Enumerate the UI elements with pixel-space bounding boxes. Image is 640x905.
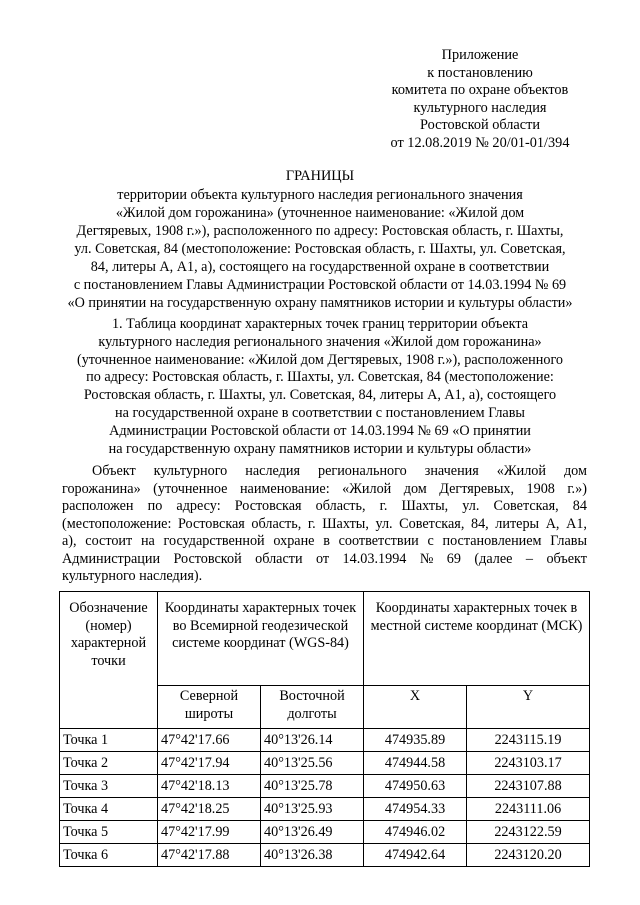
header-longitude: Восточной долготы (261, 686, 364, 729)
appendix-line: от 12.08.2019 № 20/01-01/394 (390, 134, 570, 151)
document-title (40, 167, 600, 312)
cell-x: 474946.02 (364, 821, 467, 844)
cell-point: Точка 1 (60, 729, 158, 752)
paragraph-word: по (147, 498, 163, 514)
header-msk: Координаты характерных точек в местной системе координат (МСК) (364, 592, 590, 686)
paragraph-word: культурного (153, 463, 228, 479)
paragraph-word: Советская, (493, 498, 559, 514)
paragraph-word: 84 (572, 498, 587, 514)
header-latitude: Северной широты (158, 686, 261, 729)
paragraph-word: – (525, 550, 533, 567)
table-row (60, 729, 590, 752)
cell-point: Точка 2 (60, 752, 158, 775)
appendix-line: культурного наследия (413, 99, 547, 116)
table-row (60, 821, 590, 844)
title-line: «Жилой дом горожанина» (уточненное наименование: «Жилой дом (115, 205, 525, 221)
paragraph-word: дом (563, 463, 587, 479)
paragraph-line (62, 481, 587, 499)
cell-y: 2243115.19 (467, 729, 590, 752)
cell-longitude: 40°13'25.93 (261, 798, 364, 821)
paragraph-word: государственной (163, 533, 265, 549)
table-caption (50, 316, 590, 458)
paragraph-line (62, 533, 587, 551)
cell-y: 2243111.06 (467, 798, 590, 821)
paragraph-word: А, (545, 515, 560, 532)
cell-longitude: 40°13'25.56 (261, 752, 364, 775)
cell-longitude: 40°13'26.14 (261, 729, 364, 752)
paragraph-word: «Жилой (496, 463, 546, 479)
title-line: 84, литеры А, А1, а), состоящего на государственной охране в соответствии (90, 259, 550, 275)
paragraph-word: 69 (446, 550, 461, 567)
cell-x: 474954.33 (364, 798, 467, 821)
cell-y: 2243122.59 (467, 821, 590, 844)
paragraph-word: в (323, 533, 330, 549)
caption-line: на государственную охрану памятников истории и культуры области» (108, 440, 532, 457)
paragraph-word: Ростовская (234, 498, 302, 514)
cell-latitude: 47°42'18.25 (158, 798, 261, 821)
paragraph-word: г. (379, 498, 388, 514)
paragraph-word: постановлением (442, 533, 542, 549)
paragraph-line: культурного наследия). (62, 568, 203, 584)
paragraph-line (62, 551, 587, 569)
title-line: территории объекта культурного наследия регионального значения (117, 187, 523, 203)
cell-latitude: 47°42'17.88 (158, 844, 261, 867)
paragraph-word: Объект (92, 463, 136, 479)
paragraph-word: (местоположение: (62, 515, 172, 532)
paragraph-word: а), (62, 533, 77, 549)
paragraph-word: область, (251, 515, 302, 532)
paragraph-word: область, (315, 498, 366, 514)
cell-x: 474944.58 (364, 752, 467, 775)
appendix-line: комитета по охране объектов (391, 82, 569, 98)
coordinates-table (59, 591, 590, 867)
paragraph-word: от (315, 550, 330, 567)
paragraph-line (62, 463, 587, 481)
paragraph-word: Ростовской (173, 550, 242, 567)
caption-line: на государственной охране в соответствии с постановлением Главы (115, 404, 525, 421)
paragraph-word: г. (307, 515, 316, 532)
paragraph-word: литеры (495, 515, 540, 532)
paragraph-line (62, 498, 587, 516)
paragraph-line (62, 516, 587, 534)
caption-line: Ростовская область, г. Шахты, ул. Советская, 84, литеры А, А1, а), состоящего (83, 387, 557, 404)
paragraph-word: состоит (85, 533, 133, 549)
header-x: X (364, 686, 467, 729)
table-row (60, 752, 590, 775)
paragraph-word: 84, (470, 515, 489, 532)
table-row (60, 775, 590, 798)
appendix-line: Приложение (441, 47, 519, 63)
cell-latitude: 47°42'17.94 (158, 752, 261, 775)
cell-latitude: 47°42'17.99 (158, 821, 261, 844)
paragraph-word: дом (403, 480, 427, 497)
cell-y: 2243107.88 (467, 775, 590, 798)
cell-point: Точка 3 (60, 775, 158, 798)
cell-x: 474950.63 (364, 775, 467, 798)
title-line: «О принятии на государственную охрану памятников истории и культуры области» (67, 295, 573, 311)
paragraph-word: с (427, 533, 434, 549)
paragraph-word: значения (424, 463, 479, 479)
table-row (60, 798, 590, 821)
cell-y: 2243120.20 (467, 844, 590, 867)
paragraph-word: на (140, 533, 155, 549)
header-wgs84: Координаты характерных точек во Всемирной геодезической системе координат (WGS-84) (158, 592, 364, 686)
paragraph-word: регионального (318, 463, 407, 479)
cell-point: Точка 5 (60, 821, 158, 844)
paragraph-word: № (419, 550, 434, 567)
paragraph-word: Администрации (62, 550, 161, 567)
caption-line: Администрации Ростовской области от 14.03.1994 № 69 «О принятии (109, 422, 531, 439)
paragraph-word: 14.03.1994 (342, 550, 407, 567)
paragraph-word: Дегтяревых, (439, 480, 515, 497)
title-line: с постановлением Главы Администрации Ростовской области от 14.03.1994 № 69 (73, 277, 567, 293)
cell-y: 2243103.17 (467, 752, 590, 775)
cell-longitude: 40°13'25.78 (261, 775, 364, 798)
caption-line: по адресу: Ростовская область, г. Шахты, ул. Советская, 84 (местоположение: (86, 369, 554, 386)
appendix-line: к постановлению (427, 64, 533, 81)
cell-point: Точка 6 (60, 844, 158, 867)
paragraph-word: Шахты, (322, 515, 369, 532)
paragraph-word: «Жилой (342, 480, 392, 497)
caption-line: (уточненное наименование: «Жилой дом Дегтяревых, 1908 г.»), расположенного (76, 351, 564, 368)
paragraph-word: Советская, (399, 515, 465, 532)
paragraph-word: горожанина» (62, 480, 141, 497)
paragraph-word: охране (273, 533, 315, 549)
paragraph-word: 1908 (526, 480, 555, 497)
paragraph-word: соответствии (338, 533, 419, 549)
cell-point: Точка 4 (60, 798, 158, 821)
caption-line: культурного наследия регионального значения «Жилой дом горожанина» (98, 333, 542, 350)
paragraph-word: г.») (567, 480, 587, 497)
paragraph-word: А1, (566, 515, 587, 532)
paragraph-word: Ростовская (178, 515, 245, 532)
paragraph-word: наименование: (239, 480, 330, 497)
cell-longitude: 40°13'26.38 (261, 844, 364, 867)
caption-line: 1. Таблица координат характерных точек границ территории объекта (111, 316, 529, 332)
cell-x: 474935.89 (364, 729, 467, 752)
appendix-line: Ростовской области (419, 117, 541, 133)
cell-longitude: 40°13'26.49 (261, 821, 364, 844)
paragraph-word: расположен (62, 498, 134, 514)
paragraph-word: наследия (245, 463, 300, 479)
cell-latitude: 47°42'18.13 (158, 775, 261, 798)
title-line: ул. Советская, 84 (местоположение: Ростовская область, г. Шахты, ул. Советская, (74, 241, 566, 257)
title-line: Дегтяревых, 1908 г.»), расположенного по адресу: Ростовская область, г. Шахты, (76, 223, 564, 239)
description-paragraph (62, 463, 587, 586)
paragraph-word: объект (546, 550, 587, 567)
paragraph-word: адресу: (176, 498, 221, 514)
paragraph-word: Шахты, (401, 498, 449, 514)
paragraph-word: Главы (550, 533, 587, 549)
paragraph-word: ул. (462, 498, 480, 514)
title-heading: ГРАНИЦЫ (285, 168, 355, 184)
cell-x: 474942.64 (364, 844, 467, 867)
table-row (60, 844, 590, 867)
header-y: Y (467, 686, 590, 729)
header-point: Обозначение (номер) характерной точки (60, 592, 158, 729)
paragraph-word: (уточненное (153, 480, 228, 497)
cell-latitude: 47°42'17.66 (158, 729, 261, 752)
paragraph-word: области (255, 550, 303, 567)
paragraph-word: ул. (375, 515, 393, 532)
paragraph-word: (далее (474, 550, 513, 567)
appendix-block (380, 47, 580, 152)
